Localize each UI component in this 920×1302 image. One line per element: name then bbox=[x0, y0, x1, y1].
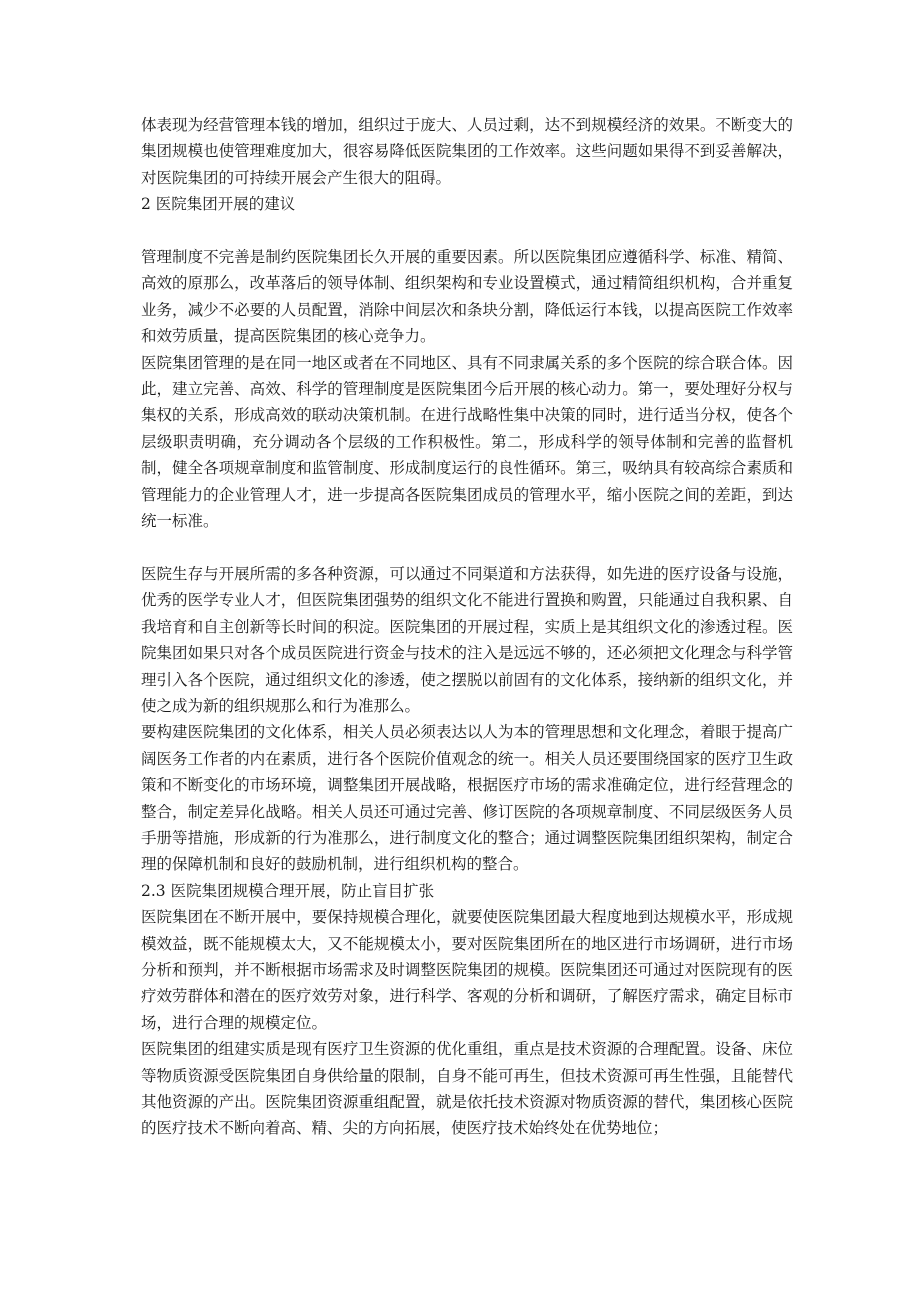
paragraph-2: 管理制度不完善是制约医院集团长久开展的重要因素。所以医院集团应遵循科学、标准、精简、高效的原那么，改革落后的领导体制、组织架构和专业设置模式，通过精简组织机构，合并重复业务，减少不必要的人员配置，消除中间层次和条块分割，降低运行本钱，以提高医院工作效率和效劳质量，提高医院集团的核心竞争力。 bbox=[141, 248, 793, 346]
paragraph-3: 医院集团管理的是在同一地区或者在不同地区、具有不同隶属关系的多个医院的综合联合体。因此，建立完善、高效、科学的管理制度是医院集团今后开展的核心动力。第一，要处理好分权与集权的关系，形成高效的联动决策机制。在进行战略性集中决策的同时，进行适当分权，使各个层级职责明确，充分调动各个层级的工作积极性。第二，形成科学的领导体制和完善的监督机制，健全各项规章制度和监管制度、形成制度运行的良性循环。第三，吸纳具有较高综合素质和管理能力的企业管理人才，进一步提高各医院集团成员的管理水平，缩小医院之间的差距，到达统一标准。 bbox=[141, 353, 793, 531]
paragraph-1: 体表现为经营管理本钱的增加，组织过于庞大、人员过剩，达不到规模经济的效果。不断变大的集团规模也使管理难度加大，很容易降低医院集团的工作效率。这些问题如果得不到妥善解决，对医院集团的可持续开展会产生很大的阻碍。 bbox=[141, 116, 793, 187]
document-body bbox=[141, 112, 793, 1142]
section-heading-2-3: 2.3 医院集团规模合理开展，防止盲目扩张 bbox=[141, 881, 435, 900]
section-heading-2: 2 医院集团开展的建议 bbox=[141, 195, 296, 214]
blank-line bbox=[141, 534, 793, 560]
paragraph-4: 医院生存与开展所需的多各种资源，可以通过不同渠道和方法获得，如先进的医疗设备与设施，优秀的医学专业人才，但医院集团强势的组织文化不能进行置换和购置，只能通过自我积累、自我培育和自主创新等长时间的积淀。医院集团的开展过程，实质上是其组织文化的渗透过程。医院集团如果只对各个成员医院进行资金与技术的注入是远远不够的，还必须把文化理念与科学管理引入各个医院，通过组织文化的渗透，使之摆脱以前固有的文化体系，接纳新的组织文化，并使之成为新的组织规那么和行为准那么。 bbox=[141, 564, 793, 715]
paragraph-7: 医院集团的组建实质是现有医疗卫生资源的优化重组，重点是技术资源的合理配置。设备、床位等物质资源受医院集团自身供给量的限制，自身不能可再生，但技术资源可再生性强，且能替代其他资源的产出。医院集团资源重组配置，就是依托技术资源对物质资源的替代，集团核心医院的医疗技术不断向着高、精、尖的方向拓展，使医疗技术始终处在优势地位； bbox=[141, 1040, 793, 1138]
blank-line bbox=[141, 218, 793, 244]
paragraph-6: 医院集团在不断开展中，要保持规模合理化，就要使医院集团最大程度地到达规模水平，形成规模效益，既不能规模太大，又不能规模太小，要对医院集团所在的地区进行市场调研，进行市场分析和预判，并不断根据市场需求及时调整医院集团的规模。医院集团还可通过对医院现有的医疗效劳群体和潜在的医疗效劳对象，进行科学、客观的分析和调研，了解医疗需求，确定目标市场，进行合理的规模定位。 bbox=[141, 908, 793, 1032]
paragraph-5: 要构建医院集团的文化体系，相关人员必须表达以人为本的管理思想和文化理念，着眼于提高广阔医务工作者的内在素质，进行各个医院价值观念的统一。相关人员还要围绕国家的医疗卫生政策和不断变化的市场环境，调整集团开展战略，根据医疗市场的需求准确定位，进行经营理念的整合，制定差异化战略。相关人员还可通过完善、修订医院的各项规章制度、不同层级医务人员手册等措施，形成新的行为准那么，进行制度文化的整合；通过调整医院集团组织架构，制定合理的保障机制和良好的鼓励机制，进行组织机构的整合。 bbox=[141, 723, 793, 874]
